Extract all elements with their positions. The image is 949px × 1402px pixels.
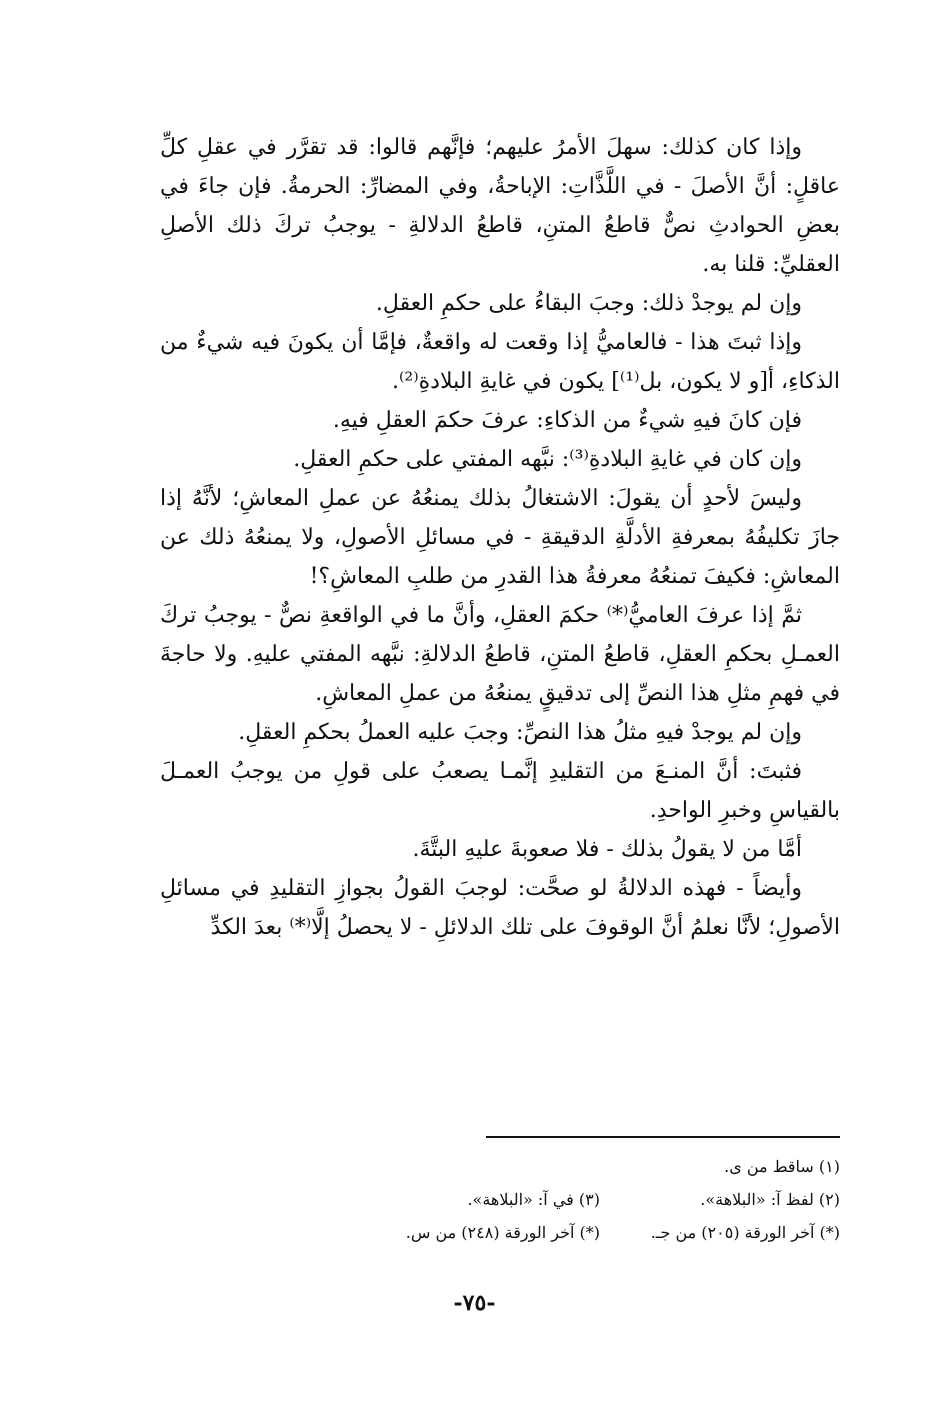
paragraph-9: فثبتَ: أنَّ المنـعَ من التقليدِ إنَّمـا يصعبُ على قولِ من يوجبُ العمـلَ بالقياسِ وخبرِ الواحدِ. [160,759,840,823]
footnote-star-2: (*) آخر الورقة (٢٤٨) من س. [405,1223,600,1242]
paragraph-5: وإن كان في غايةِ البلادةِ⁽³⁾: نبَّهه المفتي على حكمِ العقلِ. [293,447,802,472]
paragraph-7: ثمَّ إذا عرفَ العاميُّ⁽*⁾ حكمَ العقلِ، وأنَّ ما في الواقعةِ نصٌّ - يوجبُ تركَ العمـلِ بحكمِ العقلِ، قاطعُ المتنِ، قاطعُ الدلالةِ: نبَّهه المفتي عليهِ. ولا حاجةَ في فهمِ مثلِ هذا النصِّ إلى تدقيقٍ يمنعُهُ من عملِ المعاشِ. [160,603,840,706]
paragraph-6: وليسَ لأحدٍ أن يقولَ: الاشتغالُ بذلك يمنعُهُ عن عملِ المعاشِ؛ لأنَّهُ إذا جازَ تكليفُهُ بمعرفةِ الأدلَّةِ الدقيقةِ - في مسائلِ الأصولِ، ولا يمنعُهُ ذلك عن المعاشِ: فكيفَ تمنعُهُ معرفةُ هذا القدرِ من طلبِ المعاشِ؟! [160,486,840,589]
footnote-row-2 [160,1183,840,1216]
main-text [160,128,840,947]
footnote-star-1: (*) آخر الورقة (٢٠٥) من جـ. [650,1223,840,1242]
footnote-1: (١) ساقط من ى. [724,1157,840,1176]
footnote-row-3 [160,1216,840,1249]
paragraph-1: وإذا كان كذلك: سهلَ الأمرُ عليهم؛ فإنَّهم قالوا: قد تقرَّر في عقلِ كلِّ عاقلٍ: أنَّ الأصلَ - في اللَّذَّاتِ: الإباحةُ، وفي المضارِّ: الحرمةُ. فإن جاءَ في بعضِ الحوادثِ نصٌّ قاطعُ المتنِ، قاطعُ الدلالةِ - يوجبُ تركَ ذلك الأصلِ العقليِّ: قلنا به. [160,135,840,277]
page-number: -٧٥- [453,1290,496,1316]
paragraph-4: فإن كانَ فيهِ شيءٌ من الذكاءِ: عرفَ حكمَ العقلِ فيهِ. [332,408,802,433]
footnote-row-1 [160,1150,840,1183]
paragraph-8: وإن لم يوجدْ فيهِ مثلُ هذا النصِّ: وجبَ عليه العملُ بحكمِ العقلِ. [238,720,802,745]
paragraph-2: وإن لم يوجدْ ذلك: وجبَ البقاءُ على حكمِ العقلِ. [375,291,802,316]
footnotes [160,1150,840,1249]
footnote-3: (٣) في آ: «البلاهة». [467,1190,600,1209]
footnote-divider [486,1136,840,1138]
paragraph-11: وأيضاً - فهذه الدلالةُ لو صحَّت: لوجبَ القولُ بجوازِ التقليدِ في مسائلِ الأصولِ؛ لأنَّا نعلمُ أنَّ الوقوفَ على تلك الدلائلِ - لا يحصلُ إلَّا⁽*⁾ بعدَ الكدِّ [160,876,840,940]
paragraph-3: وإذا ثبتَ هذا - فالعاميُّ إذا وقعت له واقعةٌ، فإمَّا أن يكونَ فيه شيءٌ من الذكاءِ، أ[و لا يكون، بل⁽¹⁾] يكون في غايةِ البلادةِ⁽²⁾. [160,330,840,394]
paragraph-10: أمَّا من لا يقولُ بذلك - فلا صعوبةَ عليهِ البتَّةَ. [412,837,802,862]
footnote-2: (٢) لفظ آ: «البلاهة». [700,1190,840,1209]
